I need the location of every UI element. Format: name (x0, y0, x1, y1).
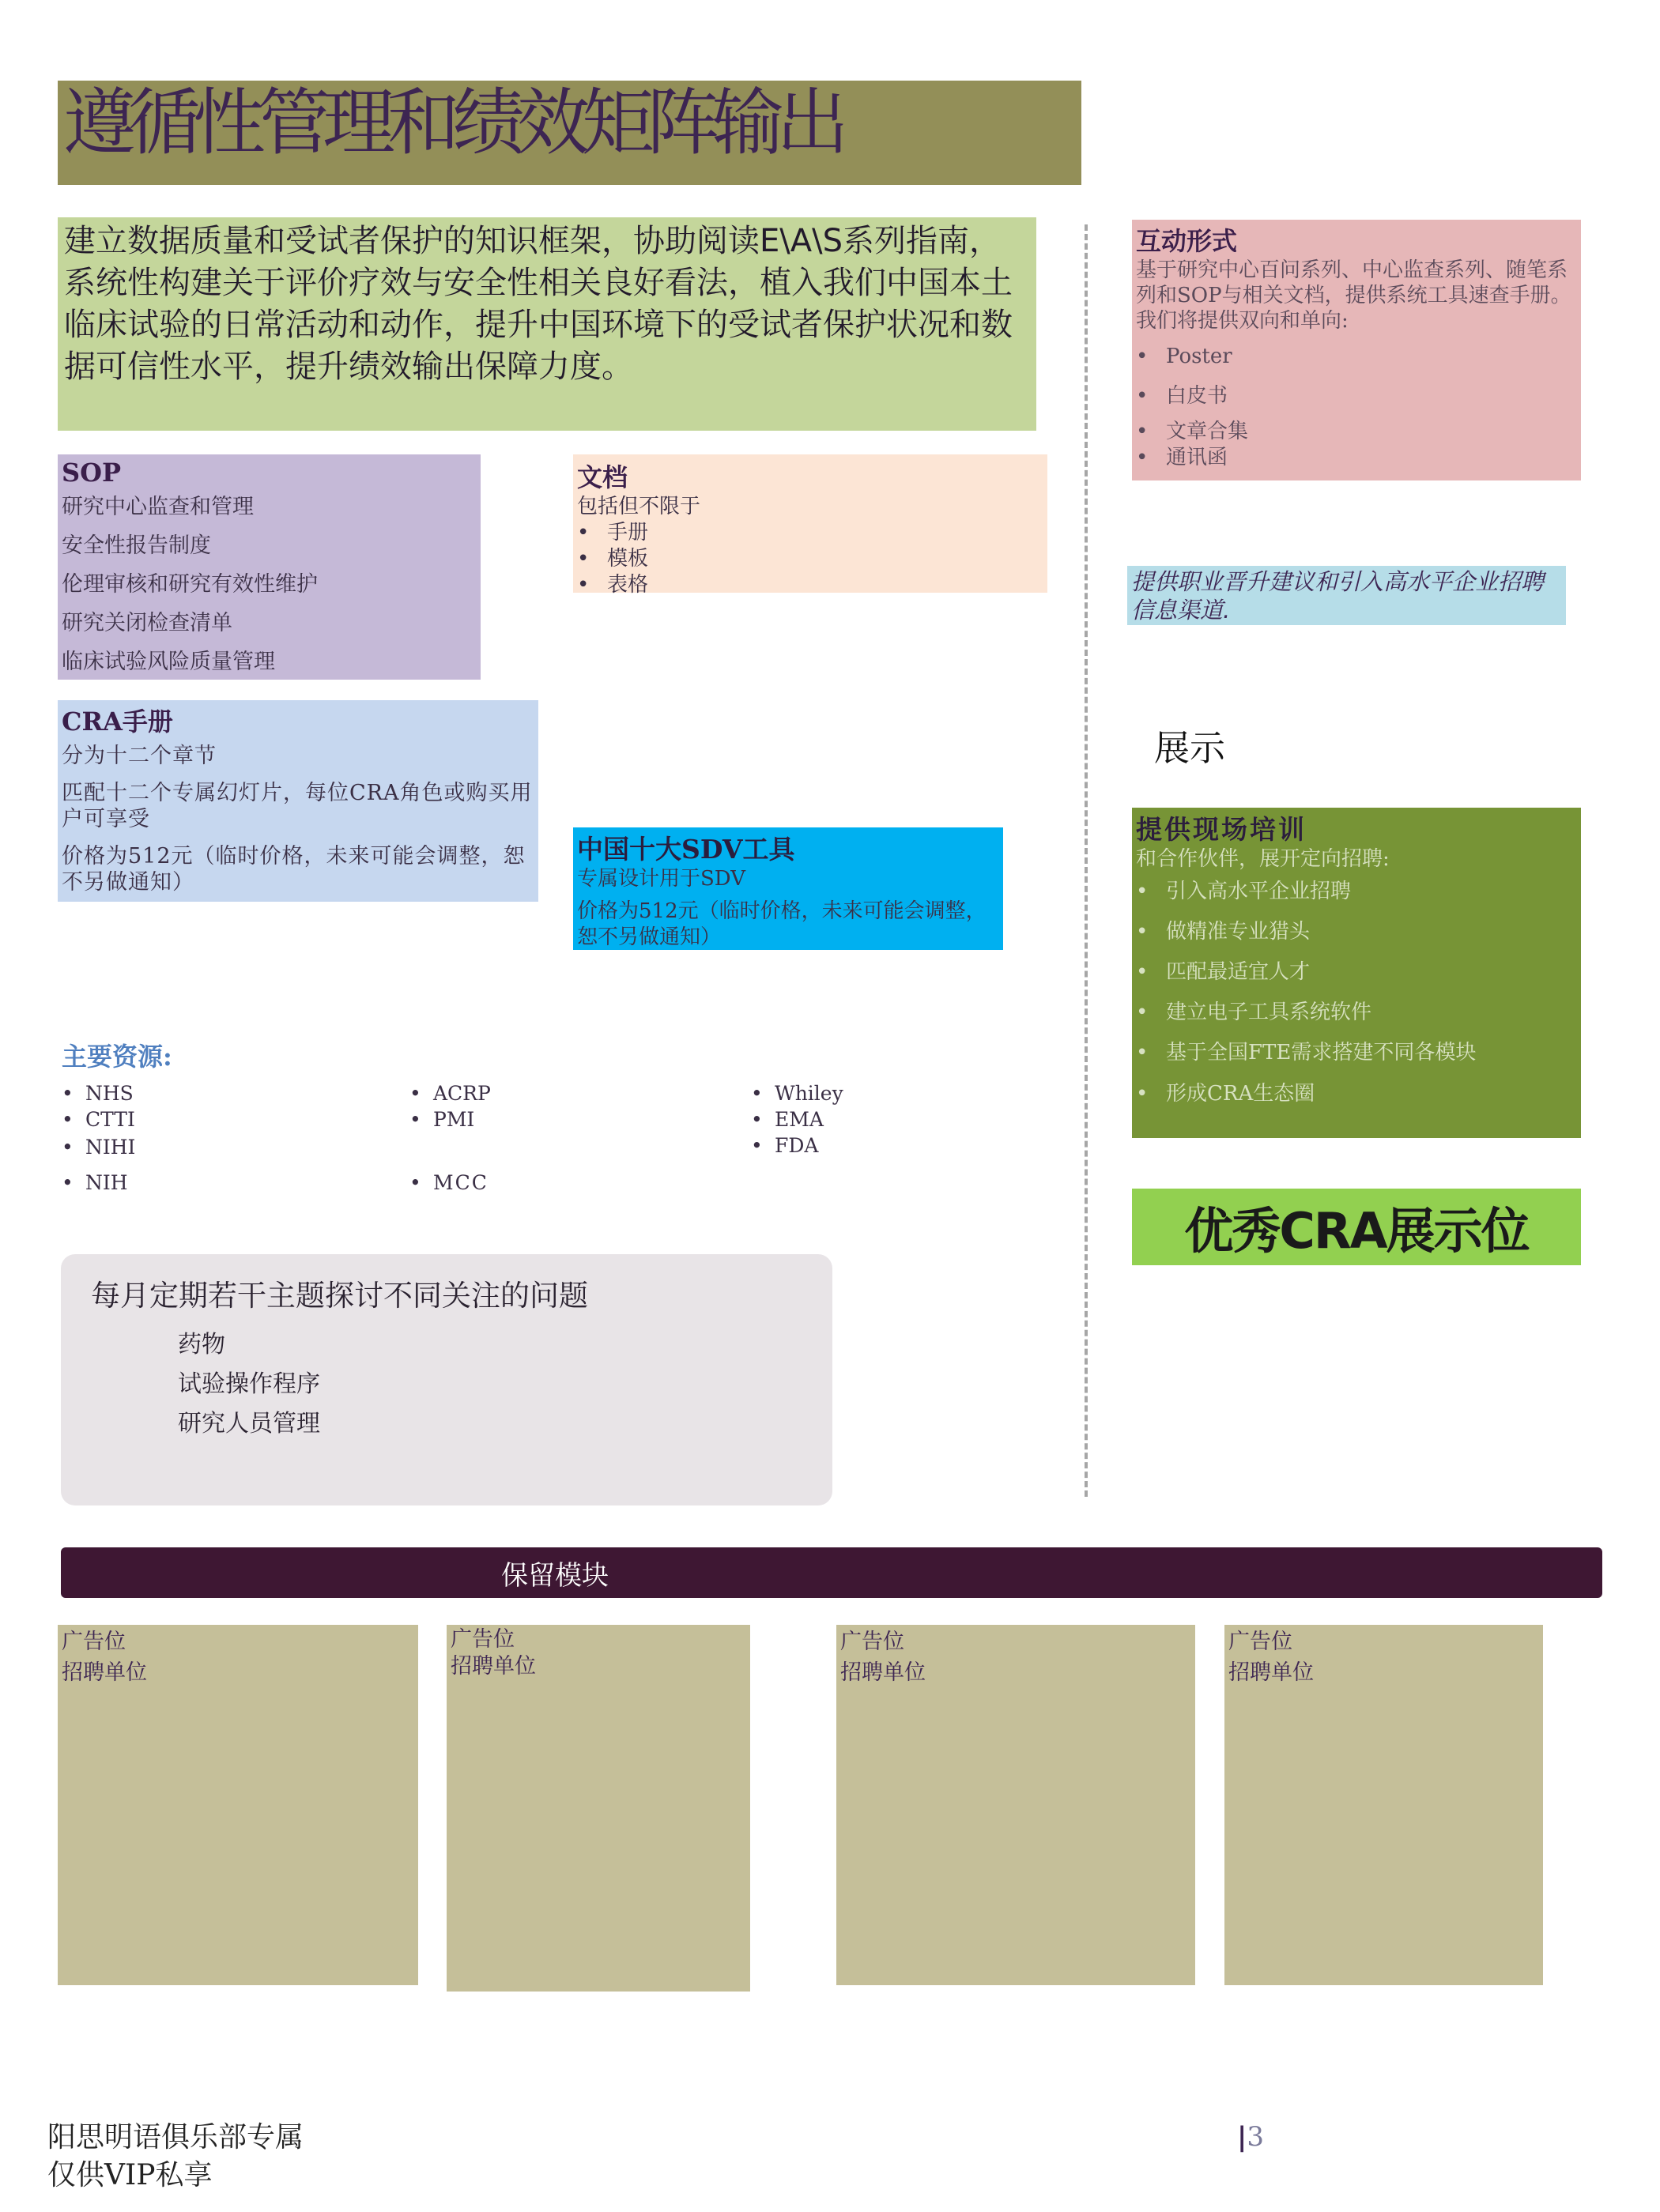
monthly-topics-list (178, 1325, 802, 1444)
career-box: 提供职业晋升建议和引入高水平企业招聘信息渠道. (1127, 566, 1566, 625)
resource-item: • ACRP (409, 1080, 491, 1106)
ad-slot (1224, 1625, 1543, 1985)
cra-handbook-box (58, 700, 538, 902)
interaction-item: • Poster (1136, 337, 1577, 376)
ad-slot-label: 广告位 (451, 1627, 515, 1652)
reserved-module-bar (61, 1547, 1602, 1598)
interaction-list (1136, 337, 1577, 468)
sop-title: SOP (62, 458, 122, 488)
training-box (1132, 808, 1581, 1138)
footer-line: 仅供VIP私享 (47, 2159, 213, 2191)
footer-text (47, 2119, 304, 2195)
resource-item: • Whiley (751, 1080, 843, 1106)
resource-item: • NIH (62, 1170, 135, 1196)
resources-column (409, 1080, 491, 1196)
showcase-heading: 展示 (1154, 727, 1226, 769)
intro-paragraph: 建立数据质量和受试者保护的知识框架，协助阅读E\A\S系列指南，系统性构建关于评价疗效与安全性相关良好看法，植入我们中国本土临床试验的日常活动和动作，提升中国环境下的受试者保护状况和数据可信性水平，提升绩效输出保障力度。 (58, 217, 1036, 431)
footer-line: 阳思明语俱乐部专属 (47, 2121, 304, 2154)
documents-list (577, 520, 1043, 598)
sop-item: 安全性报告制度 (62, 533, 211, 558)
documents-subtitle: 包括但不限于 (577, 495, 701, 518)
page-number-value: 3 (1247, 2121, 1265, 2153)
monthly-topic-item: 试验操作程序 (178, 1370, 320, 1398)
page-number (1237, 2121, 1264, 2153)
ad-slot-recruiter: 招聘单位 (840, 1660, 926, 1685)
monthly-topics-title: 每月定期若干主题探讨不同关注的问题 (91, 1279, 588, 1313)
resource-item: • PMI (409, 1106, 491, 1132)
training-item: • 建立电子工具系统软件 (1136, 993, 1577, 1033)
resource-item: • NHS (62, 1080, 135, 1106)
page-title: 遵循性管理和绩效矩阵输出 (63, 81, 842, 165)
ad-slot (447, 1625, 750, 1992)
sdv-tools-line: 价格为512元（临时价格，未来可能会调整，恕不另做通知） (577, 899, 987, 949)
interaction-item: • 白皮书 (1136, 376, 1577, 416)
documents-item: • 表格 (577, 572, 1043, 598)
monthly-topics-box (61, 1254, 832, 1505)
resources-column (62, 1080, 135, 1196)
resources-title: 主要资源: (62, 1042, 172, 1072)
resource-item: • EMA (751, 1106, 843, 1132)
ad-slot-label: 广告位 (1228, 1630, 1292, 1654)
ad-slot-recruiter: 招聘单位 (451, 1654, 536, 1679)
training-list (1136, 872, 1577, 1114)
ad-slot (58, 1625, 418, 1985)
interaction-item: • 通讯函 (1136, 447, 1577, 468)
sdv-tools-title: 中国十大SDV工具 (577, 834, 795, 865)
resource-item: • NIHI (62, 1134, 135, 1160)
documents-item: • 手册 (577, 520, 1043, 546)
training-item: • 做精准专业猎头 (1136, 912, 1577, 952)
cra-handbook-line: 价格为512元（临时价格，未来可能会调整，恕不另做通知） (62, 844, 526, 895)
documents-item: • 模板 (577, 546, 1043, 572)
resource-item: • CTTI (62, 1106, 135, 1132)
dashed-divider (1085, 224, 1088, 1497)
monthly-topic-item: 药物 (178, 1331, 225, 1358)
documents-box (573, 454, 1047, 597)
ad-slot-label: 广告位 (840, 1630, 904, 1654)
training-item: • 基于全国FTE需求搭建不同各模块 (1136, 1040, 1514, 1065)
cra-handbook-line: 分为十二个章节 (62, 744, 217, 768)
training-title: 提供现场培训 (1136, 814, 1307, 845)
monthly-topic-item: 研究人员管理 (178, 1410, 320, 1438)
interaction-title: 互动形式 (1136, 226, 1238, 256)
cra-handbook-title: CRA手册 (62, 707, 173, 737)
sop-item: 研究中心监查和管理 (62, 495, 254, 519)
resource-item: • MCC (409, 1170, 491, 1196)
excellent-cra-banner: 优秀CRA展示位 (1132, 1189, 1581, 1265)
interaction-description: 基于研究中心百问系列、中心监查系列、随笔系列和SOP与相关文档，提供系统工具速查手册。我们将提供双向和单向: (1136, 258, 1571, 333)
documents-title: 文档 (577, 462, 628, 492)
cra-handbook-line: 匹配十二个专属幻灯片，每位CRA角色或购买用户可享受 (62, 781, 533, 831)
ad-slot (836, 1625, 1195, 1985)
ad-slot-label: 广告位 (62, 1630, 126, 1654)
interaction-item: • 文章合集 (1136, 416, 1577, 447)
sdv-tools-line: 专属设计用于SDV (577, 867, 745, 891)
interaction-box (1132, 220, 1581, 480)
sop-list (62, 488, 477, 681)
training-description: 和合作伙伴，展开定向招聘: (1136, 847, 1390, 871)
ad-slot-recruiter: 招聘单位 (1228, 1660, 1314, 1685)
sop-item: 伦理审核和研究有效性维护 (62, 572, 318, 597)
sop-item: 临床试验风险质量管理 (62, 650, 275, 674)
training-item: • 匹配最适宜人才 (1136, 952, 1577, 993)
sop-item: 研究关闭检查清单 (62, 611, 232, 635)
resource-item: • FDA (751, 1132, 843, 1159)
training-item: • 形成CRA生态圈 (1136, 1074, 1577, 1114)
ad-slot-recruiter: 招聘单位 (62, 1660, 147, 1685)
training-item: • 引入高水平企业招聘 (1136, 872, 1577, 912)
resources-column (751, 1080, 843, 1159)
sdv-tools-box (573, 827, 1003, 950)
reserved-module-label: 保留模块 (501, 1559, 609, 1592)
page-number-separator: | (1237, 2121, 1247, 2153)
sop-box (58, 454, 481, 680)
